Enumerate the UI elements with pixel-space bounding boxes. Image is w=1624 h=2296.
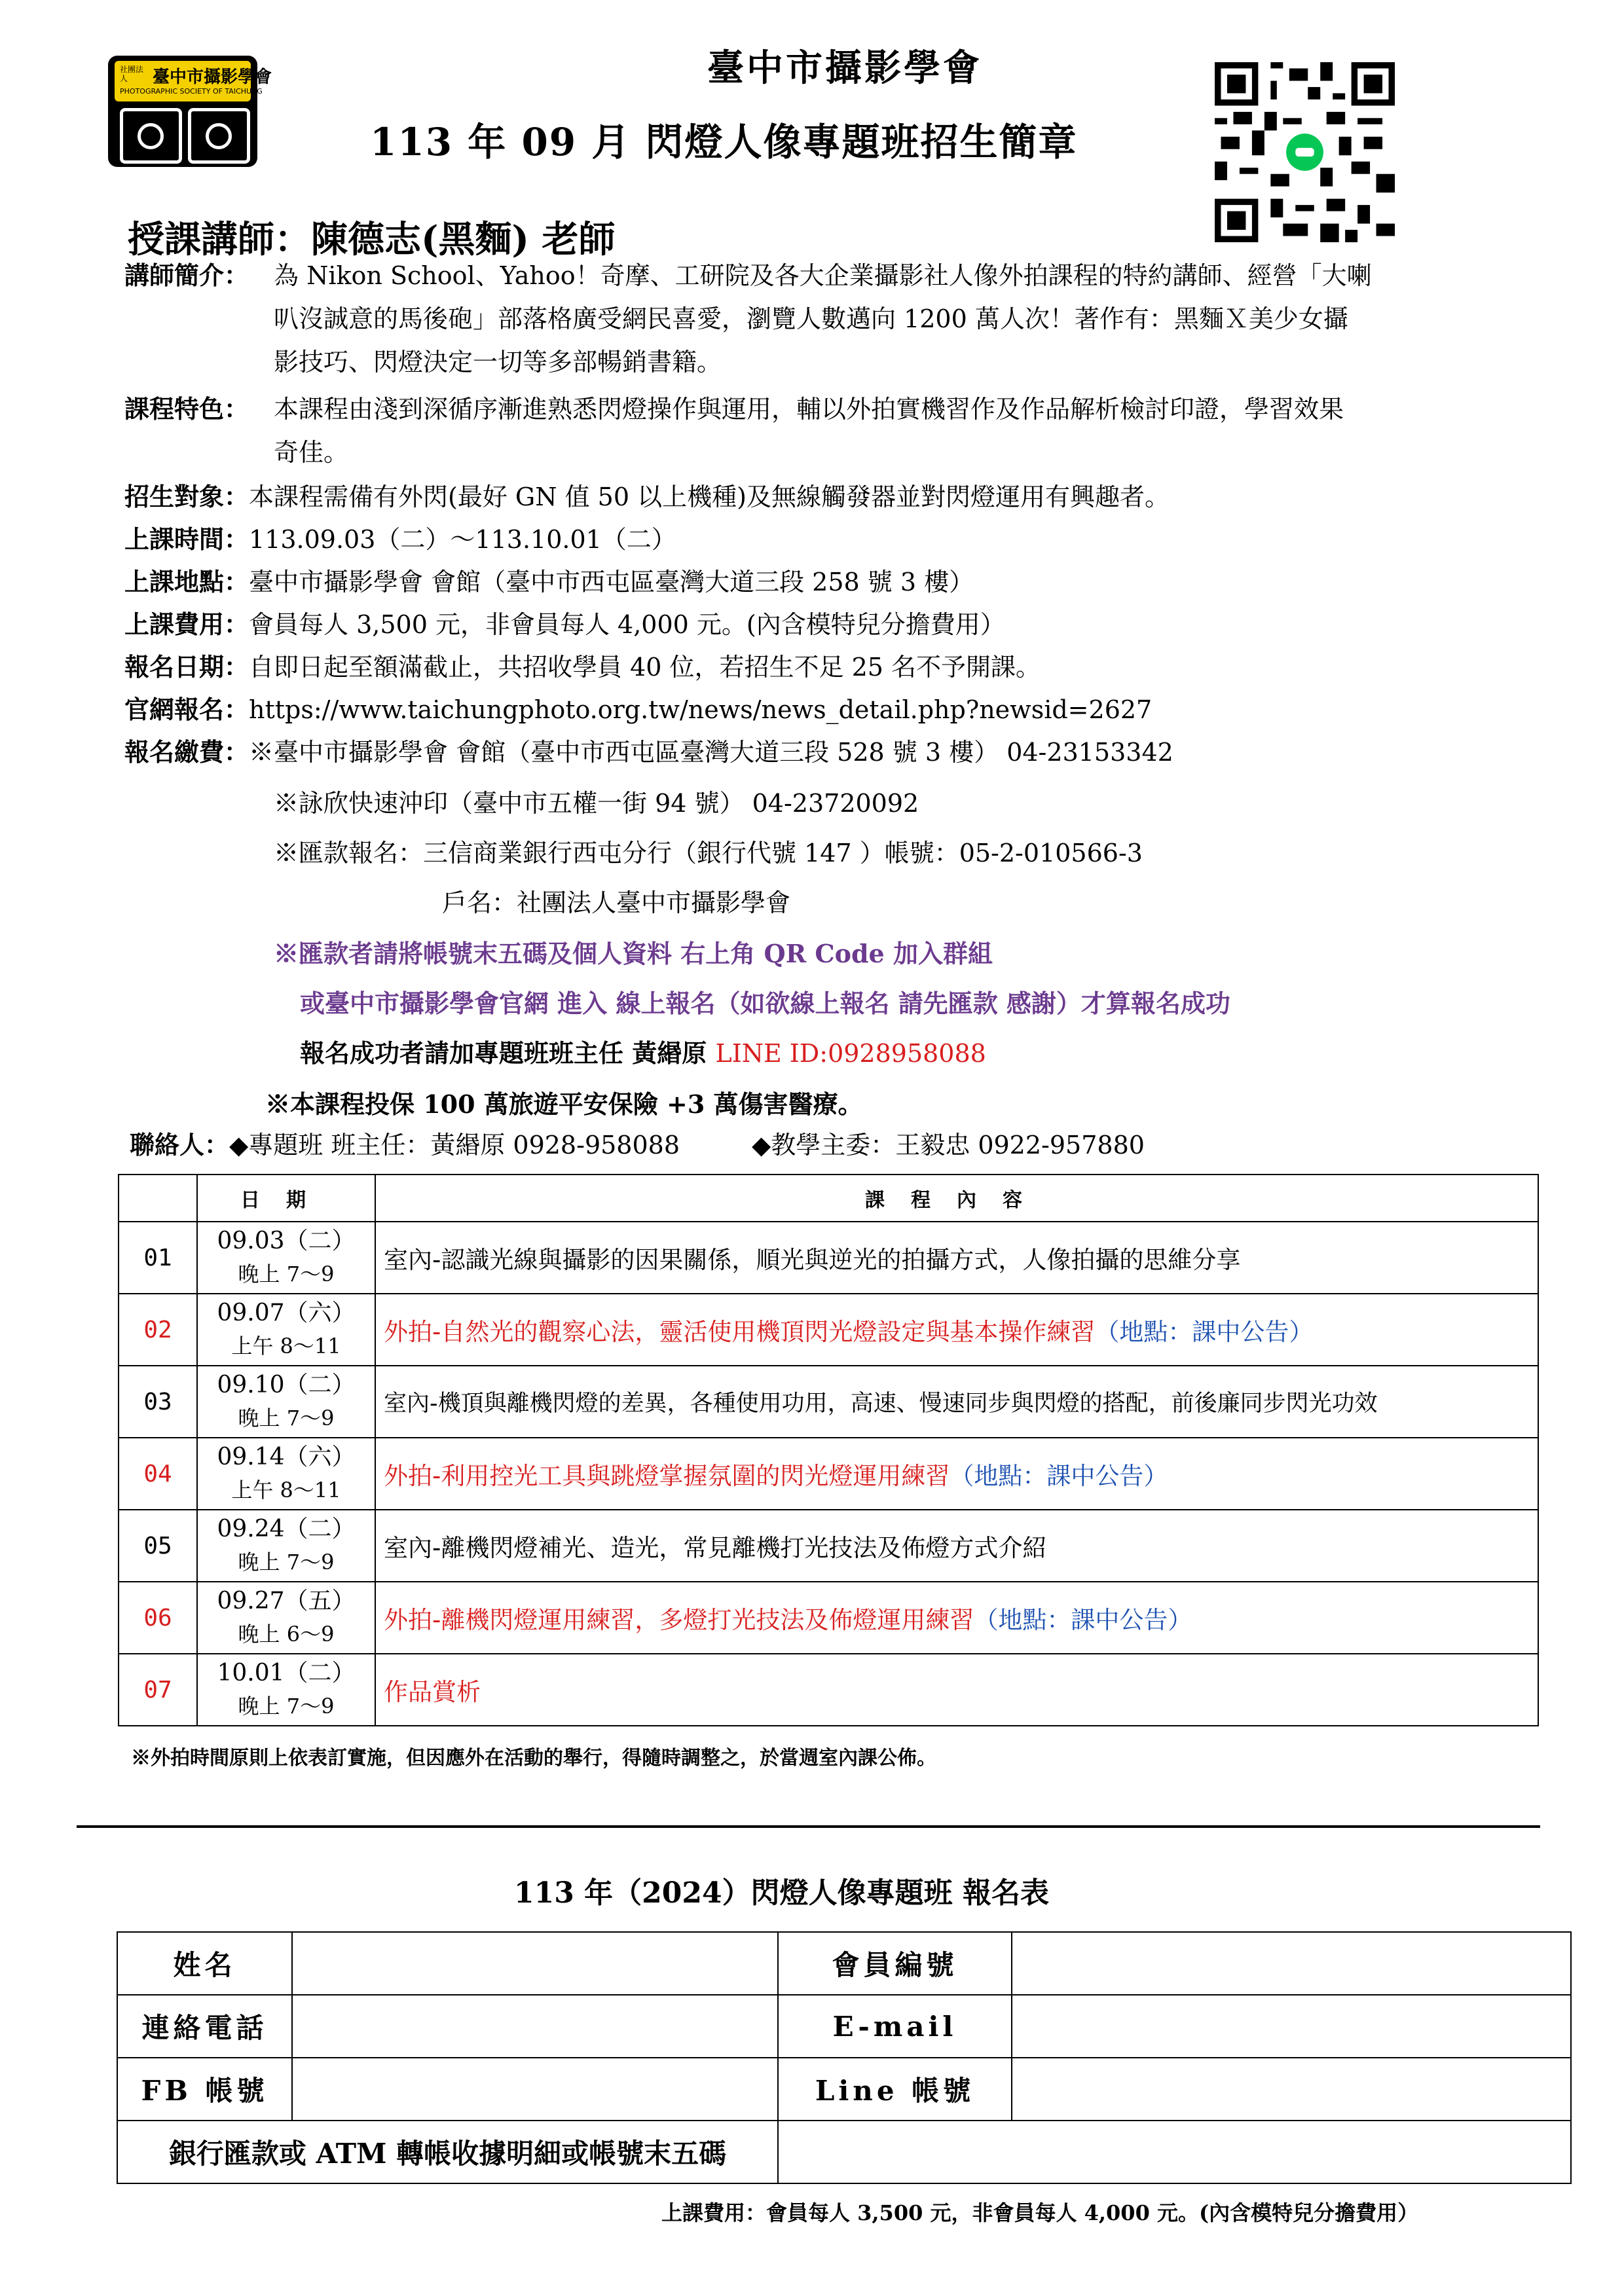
page-title: 113 年 09 月 閃燈人像專題班招生簡章 — [370, 120, 1078, 164]
session-topic-text: 室內-離機閃燈補光、造光，常見離機打光技法及佈燈方式介紹 — [384, 1534, 1047, 1562]
contact-row: 聯絡人：◆專題班 班主任：黃緡原 0928-958088 ◆教學主委：王毅忠 0922-957880 — [130, 1130, 1145, 1159]
payment-line-2: ※詠欣快速沖印（臺中市五權一街 94 號） 04-23720092 — [274, 789, 919, 818]
line-id: LINE ID:0928958088 — [715, 1039, 986, 1068]
payment-note-2: 或臺中市攝影學會官網 進入 線上報名（如欲線上報名 請先匯款 感謝）才算報名成功 — [300, 989, 1230, 1018]
target-row: 招生對象：本課程需備有外閃(最好 GN 值 50 以上機種)及無線觸發器並對閃燈運用有興趣者。 — [124, 482, 1170, 511]
signup-date-row: 報名日期：自即日起至額滿截止，共招收學員 40 位，若招生不足 25 名不予開課。 — [124, 652, 1041, 682]
payment-note-1: ※匯款者請將帳號末五碼及個人資料 右上角 QR Code 加入群組 — [274, 939, 993, 968]
session-day: 09.10（二） — [217, 1372, 356, 1398]
session-number: 06 — [119, 1582, 197, 1654]
website-link[interactable]: https://www.taichungphoto.org.tw/news/news_detail.php?newsid=2627 — [249, 695, 1153, 724]
session-topic-text: 外拍-利用控光工具與跳燈掌握氛圍的閃光燈運用練習 — [384, 1462, 950, 1490]
table-row — [119, 1222, 1538, 1294]
session-time: 晚上 7～9 — [238, 1406, 335, 1430]
schedule-note: ※外拍時間原則上依表訂實施，但因應外在活動的舉行，得隨時調整之，於當週室內課公佈。 — [131, 1747, 936, 1770]
session-date — [197, 1654, 375, 1726]
table-row — [119, 1510, 1538, 1582]
society-logo-icon — [108, 56, 272, 167]
col-content: 課程內容 — [375, 1175, 1538, 1222]
session-time: 晚上 6～9 — [238, 1622, 335, 1647]
table-row — [119, 1654, 1538, 1726]
website-row: 官網報名：https://www.taichungphoto.org.tw/news/news_detail.php?newsid=2627 — [124, 695, 1153, 724]
session-topic — [375, 1582, 1538, 1654]
label-line: Line 帳號 — [778, 2058, 1012, 2121]
label-bank: 銀行匯款或 ATM 轉帳收據明細或帳號末五碼 — [117, 2121, 778, 2183]
col-date: 日期 — [197, 1175, 375, 1222]
col-no — [119, 1175, 197, 1222]
session-topic — [375, 1438, 1538, 1510]
qr-code-icon[interactable] — [1215, 62, 1395, 242]
session-number: 05 — [119, 1510, 197, 1582]
intro-line-2: 叭沒誠意的馬後砲」部落格廣受網民喜愛，瀏覽人數邁向 1200 萬人次！著作有：黑麵Ｘ美少女攝 — [274, 304, 1348, 333]
session-topic — [375, 1222, 1538, 1294]
line-id-row: 報名成功者請加專題班班主任 黃緡原 LINE ID:0928958088 — [300, 1038, 986, 1068]
session-topic — [375, 1366, 1538, 1438]
fee-row: 上課費用：會員每人 3,500 元，非會員每人 4,000 元。(內含模特兒分擔費用） — [124, 610, 1005, 639]
table-row — [119, 1294, 1538, 1366]
intro-line-1: 為 Nikon School、Yahoo！奇摩、工研院及各大企業攝影社人像外拍課程的特約講師、經營「大喇 — [274, 261, 1372, 290]
logo-cn-text: 臺中市攝影學會 — [153, 67, 272, 87]
place-row: 上課地點：臺中市攝影學會 會館（臺中市西屯區臺灣大道三段 258 號 3 樓） — [124, 567, 974, 596]
video-camera-icon — [188, 108, 250, 164]
form-title: 113 年（2024）閃燈人像專題班 報名表 — [514, 1876, 1049, 1910]
payment-row: 報名繳費：※臺中市攝影學會 會館（臺中市西屯區臺灣大道三段 528 號 3 樓） 04-23153342 — [124, 737, 1173, 767]
schedule-table — [118, 1174, 1539, 1726]
session-location-note: （地點：課中公告） — [950, 1462, 1168, 1490]
session-topic-text: 外拍-離機閃燈運用練習，多燈打光技法及佈燈運用練習 — [384, 1606, 974, 1634]
label-name: 姓名 — [117, 1932, 292, 1995]
line-field[interactable] — [1012, 2058, 1571, 2121]
divider — [77, 1825, 1540, 1828]
session-day: 09.07（六） — [217, 1300, 356, 1326]
session-number: 01 — [119, 1222, 197, 1294]
member-no-field[interactable] — [1012, 1932, 1571, 1995]
phone-field[interactable] — [292, 1995, 778, 2058]
instructor-heading: 授課講師：陳德志(黑麵) 老師 — [128, 218, 616, 261]
session-location-note: （地點：課中公告） — [1095, 1318, 1314, 1346]
bank-field[interactable] — [778, 2121, 1571, 2183]
session-time: 晚上 7～9 — [238, 1262, 335, 1286]
session-day: 09.03（二） — [217, 1228, 356, 1254]
label-fb: FB 帳號 — [117, 2058, 292, 2121]
session-date — [197, 1510, 375, 1582]
intro-line-3: 影技巧、閃燈決定一切等多部暢銷書籍。 — [274, 348, 722, 376]
session-date — [197, 1438, 375, 1510]
session-date — [197, 1366, 375, 1438]
logo-en-text: PHOTOGRAPHIC SOCIETY OF TAICHUNG — [120, 87, 263, 96]
session-number: 02 — [119, 1294, 197, 1366]
session-topic — [375, 1654, 1538, 1726]
table-row — [119, 1582, 1538, 1654]
intro-label: 講師簡介： — [124, 261, 249, 290]
features-line-2: 奇佳。 — [274, 438, 349, 467]
session-topic-text: 作品賞析 — [384, 1678, 481, 1706]
session-date — [197, 1582, 375, 1654]
features-line-1: 本課程由淺到深循序漸進熟悉閃燈操作與運用，輔以外拍實機習作及作品解析檢討印證，學習效果 — [274, 395, 1344, 424]
camera-icon — [120, 108, 182, 164]
session-day: 09.14（六） — [217, 1444, 356, 1470]
session-topic — [375, 1294, 1538, 1366]
logo-small-text: 社團法人 — [120, 65, 144, 83]
session-number: 03 — [119, 1366, 197, 1438]
fb-field[interactable] — [292, 2058, 778, 2121]
label-phone: 連絡電話 — [117, 1995, 292, 2058]
session-number: 04 — [119, 1438, 197, 1510]
session-time: 上午 8～11 — [231, 1478, 341, 1503]
email-field[interactable] — [1012, 1995, 1571, 2058]
name-field[interactable] — [292, 1932, 778, 1995]
session-date — [197, 1222, 375, 1294]
session-day: 10.01（二） — [217, 1660, 356, 1686]
session-location-note: （地點：課中公告） — [974, 1606, 1192, 1634]
label-email: E-mail — [778, 1995, 1012, 2058]
session-time: 晚上 7～9 — [238, 1694, 335, 1719]
account-name: 戶名：社團法人臺中市攝影學會 — [442, 888, 791, 917]
session-day: 09.27（五） — [217, 1588, 356, 1614]
insurance-note: ※本課程投保 100 萬旅遊平安保險 +3 萬傷害醫療。 — [265, 1089, 863, 1119]
table-row — [119, 1366, 1538, 1438]
payment-line-3: ※匯款報名：三信商業銀行西屯分行（銀行代號 147 ）帳號：05-2-010566-3 — [274, 839, 1143, 867]
registration-form — [117, 1931, 1572, 2184]
session-date — [197, 1294, 375, 1366]
footer-fee: 上課費用：會員每人 3,500 元，非會員每人 4,000 元。(內含模特兒分擔費用） — [661, 2200, 1419, 2225]
session-topic-text: 室內-機頂與離機閃燈的差異，各種使用功用，高速、慢速同步與閃燈的搭配，前後廉同步閃光功效 — [384, 1391, 1378, 1417]
session-number: 07 — [119, 1654, 197, 1726]
session-time: 上午 8～11 — [231, 1334, 341, 1358]
session-time: 晚上 7～9 — [238, 1550, 335, 1575]
session-topic — [375, 1510, 1538, 1582]
session-topic-text: 室內-認識光線與攝影的因果關係，順光與逆光的拍攝方式，人像拍攝的思維分享 — [384, 1246, 1241, 1274]
time-row: 上課時間：113.09.03（二）～113.10.01（二） — [124, 524, 676, 554]
features-label: 課程特色： — [124, 394, 249, 424]
session-topic-text: 外拍-自然光的觀察心法，靈活使用機頂閃光燈設定與基本操作練習 — [384, 1318, 1096, 1346]
session-day: 09.24（二） — [217, 1516, 356, 1542]
label-member-no: 會員編號 — [778, 1932, 1012, 1995]
table-row — [119, 1438, 1538, 1510]
org-name: 臺中市攝影學會 — [707, 46, 982, 90]
